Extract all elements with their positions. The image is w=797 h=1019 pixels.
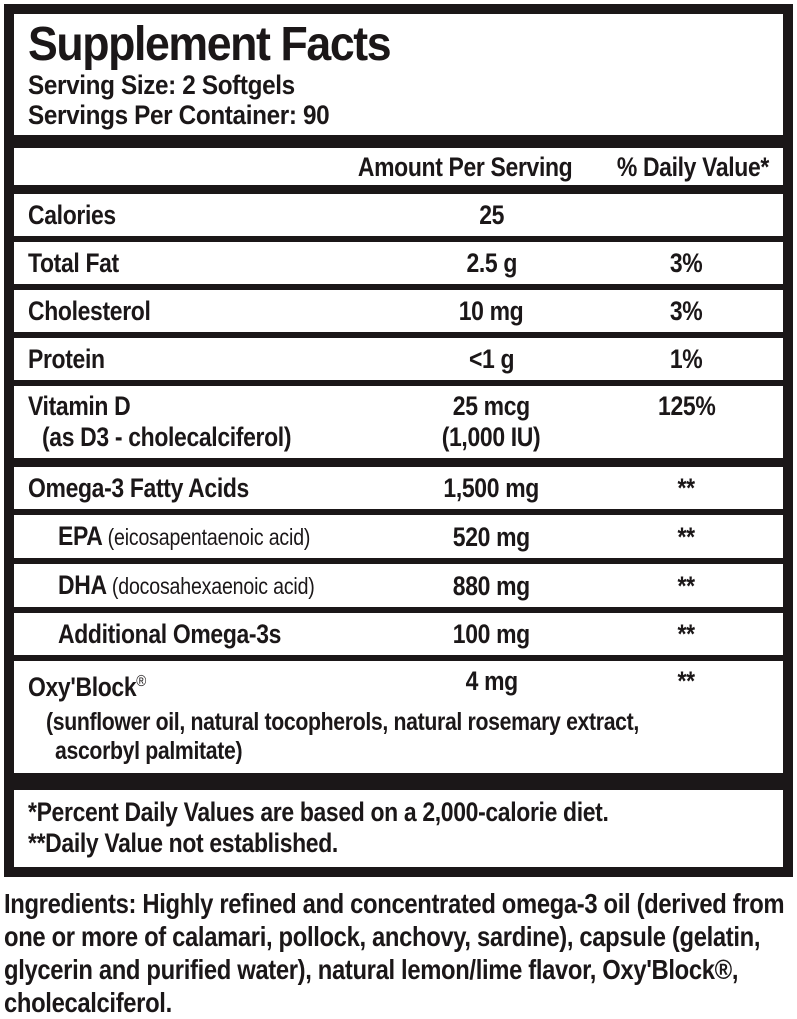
nutrient-name: Additional Omega-3s xyxy=(58,619,282,649)
nutrient-amount-sub: (1,000 IU) xyxy=(442,422,541,452)
oxyblock-detail-line1: (sunflower oil, natural tocopherols, natural rosemary extract, xyxy=(46,708,639,736)
nutrient-dv: 3% xyxy=(670,296,703,326)
row-cholesterol xyxy=(14,290,783,332)
registered-trademark-symbol: ® xyxy=(136,673,147,690)
nutrient-dv: ** xyxy=(677,619,696,649)
nutrient-dv: ** xyxy=(677,570,696,601)
nutrient-amount: 2.5 g xyxy=(466,248,517,278)
column-header-row xyxy=(14,148,783,185)
oxyblock-ingredients-detail xyxy=(14,708,783,773)
row-additional-omega-3s xyxy=(14,613,783,655)
nutrient-name: DHA (docosahexaenoic acid) xyxy=(58,570,315,600)
divider-thick-bottom xyxy=(14,773,783,790)
nutrient-dv: ** xyxy=(677,521,696,552)
nutrient-name: Calories xyxy=(28,200,116,230)
row-dha xyxy=(14,564,783,607)
nutrient-dv: ** xyxy=(677,666,696,696)
footnote-daily-values: *Percent Daily Values are based on a 2,000-calorie diet. xyxy=(28,797,609,827)
footnotes xyxy=(14,790,783,867)
oxyblock-detail-line2: ascorbyl palmitate) xyxy=(55,737,243,765)
nutrient-name: Total Fat xyxy=(28,248,119,278)
nutrient-amount: 1,500 mg xyxy=(443,473,540,503)
ingredients-paragraph: Ingredients: Highly refined and concentrated omega-3 oil (derived from one or more of calamari, pollock, anchovy, sardine), capsule (gelatin, glycerin and purified water), natural lemon/lime flavor, Oxy'Block®, cholecalciferol. xyxy=(4,888,785,1018)
nutrient-dv: 3% xyxy=(670,248,703,278)
nutrient-name-sub: (as D3 - cholecalciferol) xyxy=(42,422,292,452)
daily-value-column-header: % Daily Value* xyxy=(616,152,769,182)
nutrient-dv: 1% xyxy=(670,344,703,374)
nutrient-name-paren: (docosahexaenoic acid) xyxy=(111,573,315,599)
section-separator xyxy=(14,458,783,467)
nutrient-amount: 25 xyxy=(479,200,504,230)
row-total-fat xyxy=(14,242,783,284)
row-calories xyxy=(14,194,783,236)
nutrient-dv: 125% xyxy=(657,391,716,421)
nutrient-name: Cholesterol xyxy=(28,296,151,326)
nutrient-name: Oxy'Block® xyxy=(28,672,147,702)
nutrient-amount: 880 mg xyxy=(452,570,531,601)
row-epa xyxy=(14,515,783,558)
row-protein xyxy=(14,338,783,380)
serving-size-text: Serving Size: 2 Softgels xyxy=(28,70,295,100)
divider-thick-top xyxy=(14,135,783,148)
servings-per-container-text: Servings Per Container: 90 xyxy=(28,100,330,130)
nutrient-amount: 25 mcg xyxy=(452,391,531,421)
nutrient-amount: <1 g xyxy=(468,344,515,374)
nutrient-name: Omega-3 Fatty Acids xyxy=(28,473,249,503)
footnote-dv-not-established: **Daily Value not established. xyxy=(28,828,338,858)
divider-under-header xyxy=(14,185,783,194)
nutrient-name: Protein xyxy=(28,344,105,374)
nutrient-dv: ** xyxy=(677,473,696,503)
nutrient-name: EPA (eicosapentaenoic acid) xyxy=(58,521,311,551)
supplement-facts-panel xyxy=(4,4,793,877)
row-oxyblock xyxy=(14,661,783,708)
row-vitamin-d xyxy=(14,386,783,458)
nutrient-name-paren: (eicosapentaenoic acid) xyxy=(107,524,311,550)
servings-per-container xyxy=(28,100,769,130)
amount-column-header: Amount Per Serving xyxy=(357,152,572,182)
row-omega-3 xyxy=(14,467,783,509)
nutrient-amount: 4 mg xyxy=(465,666,518,696)
panel-title: Supplement Facts xyxy=(28,18,391,71)
nutrient-name: Vitamin D xyxy=(28,391,131,421)
serving-size xyxy=(28,70,769,100)
nutrient-amount: 10 mg xyxy=(459,296,524,326)
supplement-label-page xyxy=(0,4,797,1019)
nutrient-amount: 520 mg xyxy=(452,521,531,552)
nutrient-amount: 100 mg xyxy=(452,619,531,649)
